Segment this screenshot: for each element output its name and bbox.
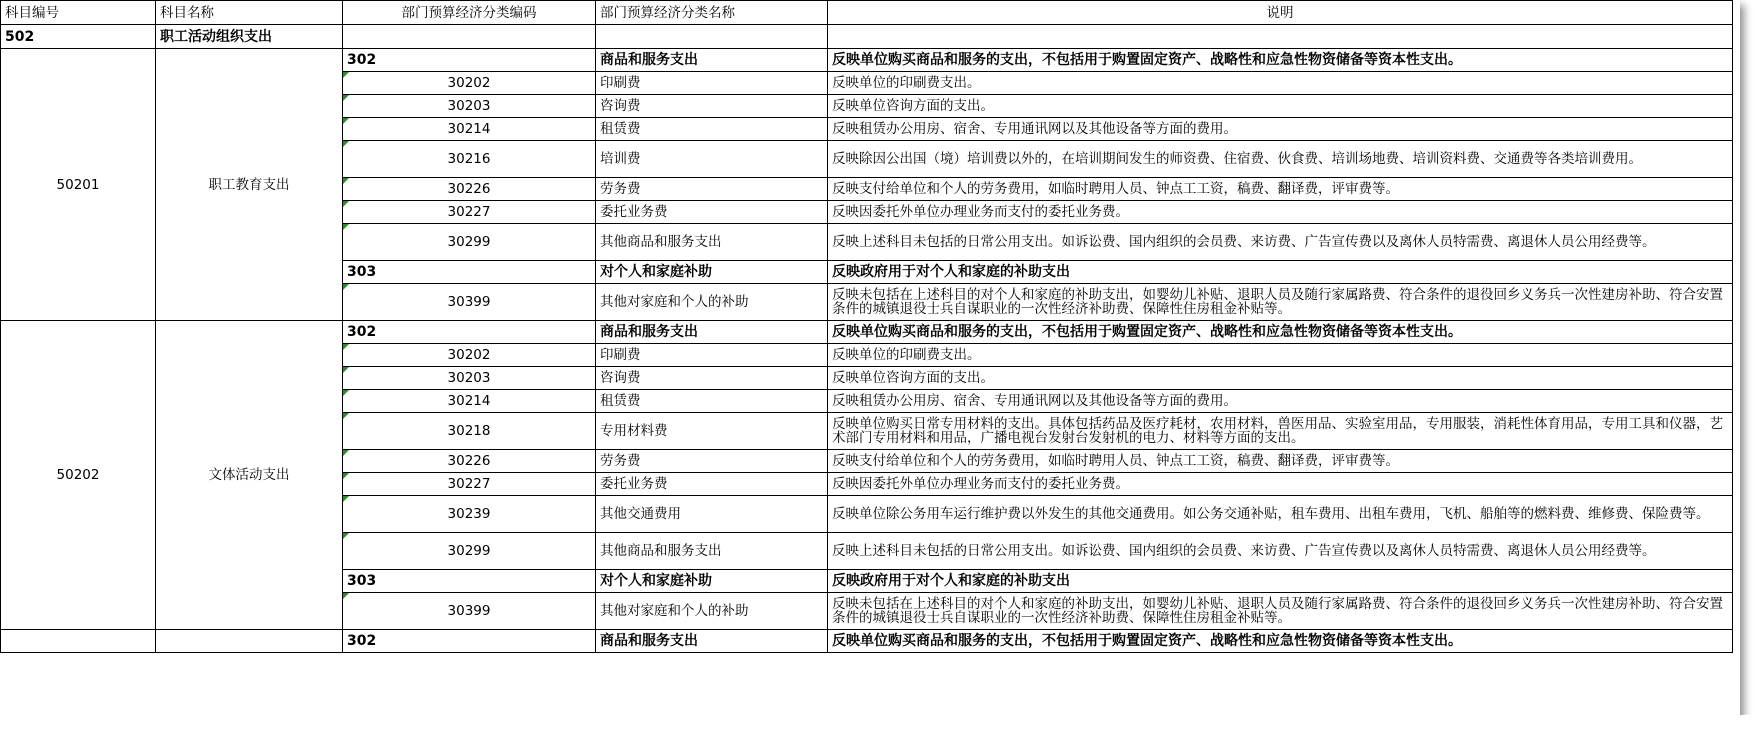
cell: 咨询费 [596, 95, 828, 118]
cell: 其他对家庭和个人的补助 [596, 593, 828, 630]
cell: 反映单位购买商品和服务的支出，不包括用于购置固定资产、战略性和应急性物资储备等资本性支出。 [828, 630, 1733, 653]
cell [1, 630, 156, 653]
cell: 30239 [343, 496, 596, 533]
cell: 反映单位咨询方面的支出。 [828, 367, 1733, 390]
cell: 商品和服务支出 [596, 630, 828, 653]
cell: 反映单位咨询方面的支出。 [828, 95, 1733, 118]
cell: 30202 [343, 344, 596, 367]
cell: 劳务费 [596, 178, 828, 201]
cell: 反映单位的印刷费支出。 [828, 344, 1733, 367]
cell: 咨询费 [596, 367, 828, 390]
cell: 反映政府用于对个人和家庭的补助支出 [828, 570, 1733, 593]
cell: 反映租赁办公用房、宿舍、专用通讯网以及其他设备等方面的费用。 [828, 118, 1733, 141]
cell: 反映单位除公务用车运行维护费以外发生的其他交通费用。如公务交通补贴，租车费用、出租车费用，飞机、船舶等的燃料费、维修费、保险费等。 [828, 496, 1733, 533]
cell: 反映单位购买商品和服务的支出，不包括用于购置固定资产、战略性和应急性物资储备等资本性支出。 [828, 49, 1733, 72]
cell: 反映租赁办公用房、宿舍、专用通讯网以及其他设备等方面的费用。 [828, 390, 1733, 413]
cell: 职工活动组织支出 [156, 25, 343, 49]
table-row [1, 25, 1733, 49]
cell: 商品和服务支出 [596, 49, 828, 72]
cell: 302 [343, 630, 596, 653]
subject-code-cell: 50202 [1, 321, 156, 630]
cell: 培训费 [596, 141, 828, 178]
cell: 30214 [343, 118, 596, 141]
header-cell: 科目名称 [156, 1, 343, 25]
cell: 30399 [343, 284, 596, 321]
table-row [1, 630, 1733, 653]
cell: 商品和服务支出 [596, 321, 828, 344]
cell: 30299 [343, 224, 596, 261]
cell: 反映支付给单位和个人的劳务费用，如临时聘用人员、钟点工工资，稿费、翻译费，评审费等。 [828, 450, 1733, 473]
cell: 303 [343, 261, 596, 284]
cell: 30227 [343, 473, 596, 496]
cell: 30299 [343, 533, 596, 570]
cell: 302 [343, 49, 596, 72]
cell: 反映单位购买日常专用材料的支出。具体包括药品及医疗耗材，农用材料，兽医用品、实验室用品，专用服装，消耗性体育用品，专用工具和仪器，艺术部门专用材料和用品，广播电视台发射台发射机的电力、材料等方面的支出。 [828, 413, 1733, 450]
cell: 其他商品和服务支出 [596, 224, 828, 261]
cell: 专用材料费 [596, 413, 828, 450]
cell: 其他对家庭和个人的补助 [596, 284, 828, 321]
header-row [1, 1, 1733, 25]
cell: 303 [343, 570, 596, 593]
cell: 反映上述科目未包括的日常公用支出。如诉讼费、国内组织的会员费、来访费、广告宣传费以及离休人员特需费、离退休人员公用经费等。 [828, 533, 1733, 570]
cell: 反映政府用于对个人和家庭的补助支出 [828, 261, 1733, 284]
cell: 委托业务费 [596, 201, 828, 224]
cell: 30202 [343, 72, 596, 95]
cell: 租赁费 [596, 390, 828, 413]
cell: 印刷费 [596, 344, 828, 367]
cell [596, 25, 828, 49]
cell: 印刷费 [596, 72, 828, 95]
cell: 30203 [343, 367, 596, 390]
cell: 30227 [343, 201, 596, 224]
cell: 委托业务费 [596, 473, 828, 496]
cell: 302 [343, 321, 596, 344]
cell: 反映单位的印刷费支出。 [828, 72, 1733, 95]
subject-code-cell: 50201 [1, 49, 156, 321]
cell: 反映因委托外单位办理业务而支付的委托业务费。 [828, 201, 1733, 224]
cell: 其他交通费用 [596, 496, 828, 533]
cell: 30216 [343, 141, 596, 178]
cell: 30399 [343, 593, 596, 630]
cell: 反映单位购买商品和服务的支出，不包括用于购置固定资产、战略性和应急性物资储备等资本性支出。 [828, 321, 1733, 344]
cell: 对个人和家庭补助 [596, 261, 828, 284]
cell: 劳务费 [596, 450, 828, 473]
cell: 反映未包括在上述科目的对个人和家庭的补助支出，如婴幼儿补贴、退职人员及随行家属路费、符合条件的退役回乡义务兵一次性建房补助、符合安置条件的城镇退役士兵自谋职业的一次性经济补助费、保障性住房租金补贴等。 [828, 284, 1733, 321]
cell: 反映除因公出国（境）培训费以外的，在培训期间发生的师资费、住宿费、伙食费、培训场地费、培训资料费、交通费等各类培训费用。 [828, 141, 1733, 178]
cell [156, 630, 343, 653]
header-cell: 部门预算经济分类名称 [596, 1, 828, 25]
cell: 对个人和家庭补助 [596, 570, 828, 593]
cell: 其他商品和服务支出 [596, 533, 828, 570]
cell: 502 [1, 25, 156, 49]
cell: 租赁费 [596, 118, 828, 141]
subject-name-cell: 文体活动支出 [156, 321, 343, 630]
table-row [1, 321, 1733, 344]
cell: 反映支付给单位和个人的劳务费用，如临时聘用人员、钟点工工资，稿费、翻译费，评审费等。 [828, 178, 1733, 201]
cell: 30214 [343, 390, 596, 413]
cell: 30226 [343, 178, 596, 201]
header-cell: 说明 [828, 1, 1733, 25]
table-row [1, 49, 1733, 72]
cell: 30218 [343, 413, 596, 450]
cell [828, 25, 1733, 49]
cell: 反映未包括在上述科目的对个人和家庭的补助支出，如婴幼儿补贴、退职人员及随行家属路费、符合条件的退役回乡义务兵一次性建房补助、符合安置条件的城镇退役士兵自谋职业的一次性经济补助费、保障性住房租金补贴等。 [828, 593, 1733, 630]
header-cell: 科目编号 [1, 1, 156, 25]
torn-edge-decoration [0, 708, 1755, 738]
cell: 反映因委托外单位办理业务而支付的委托业务费。 [828, 473, 1733, 496]
cell [343, 25, 596, 49]
cell: 30226 [343, 450, 596, 473]
cell: 30203 [343, 95, 596, 118]
cell: 反映上述科目未包括的日常公用支出。如诉讼费、国内组织的会员费、来访费、广告宣传费以及离休人员特需费、离退休人员公用经费等。 [828, 224, 1733, 261]
subject-name-cell: 职工教育支出 [156, 49, 343, 321]
header-cell: 部门预算经济分类编码 [343, 1, 596, 25]
